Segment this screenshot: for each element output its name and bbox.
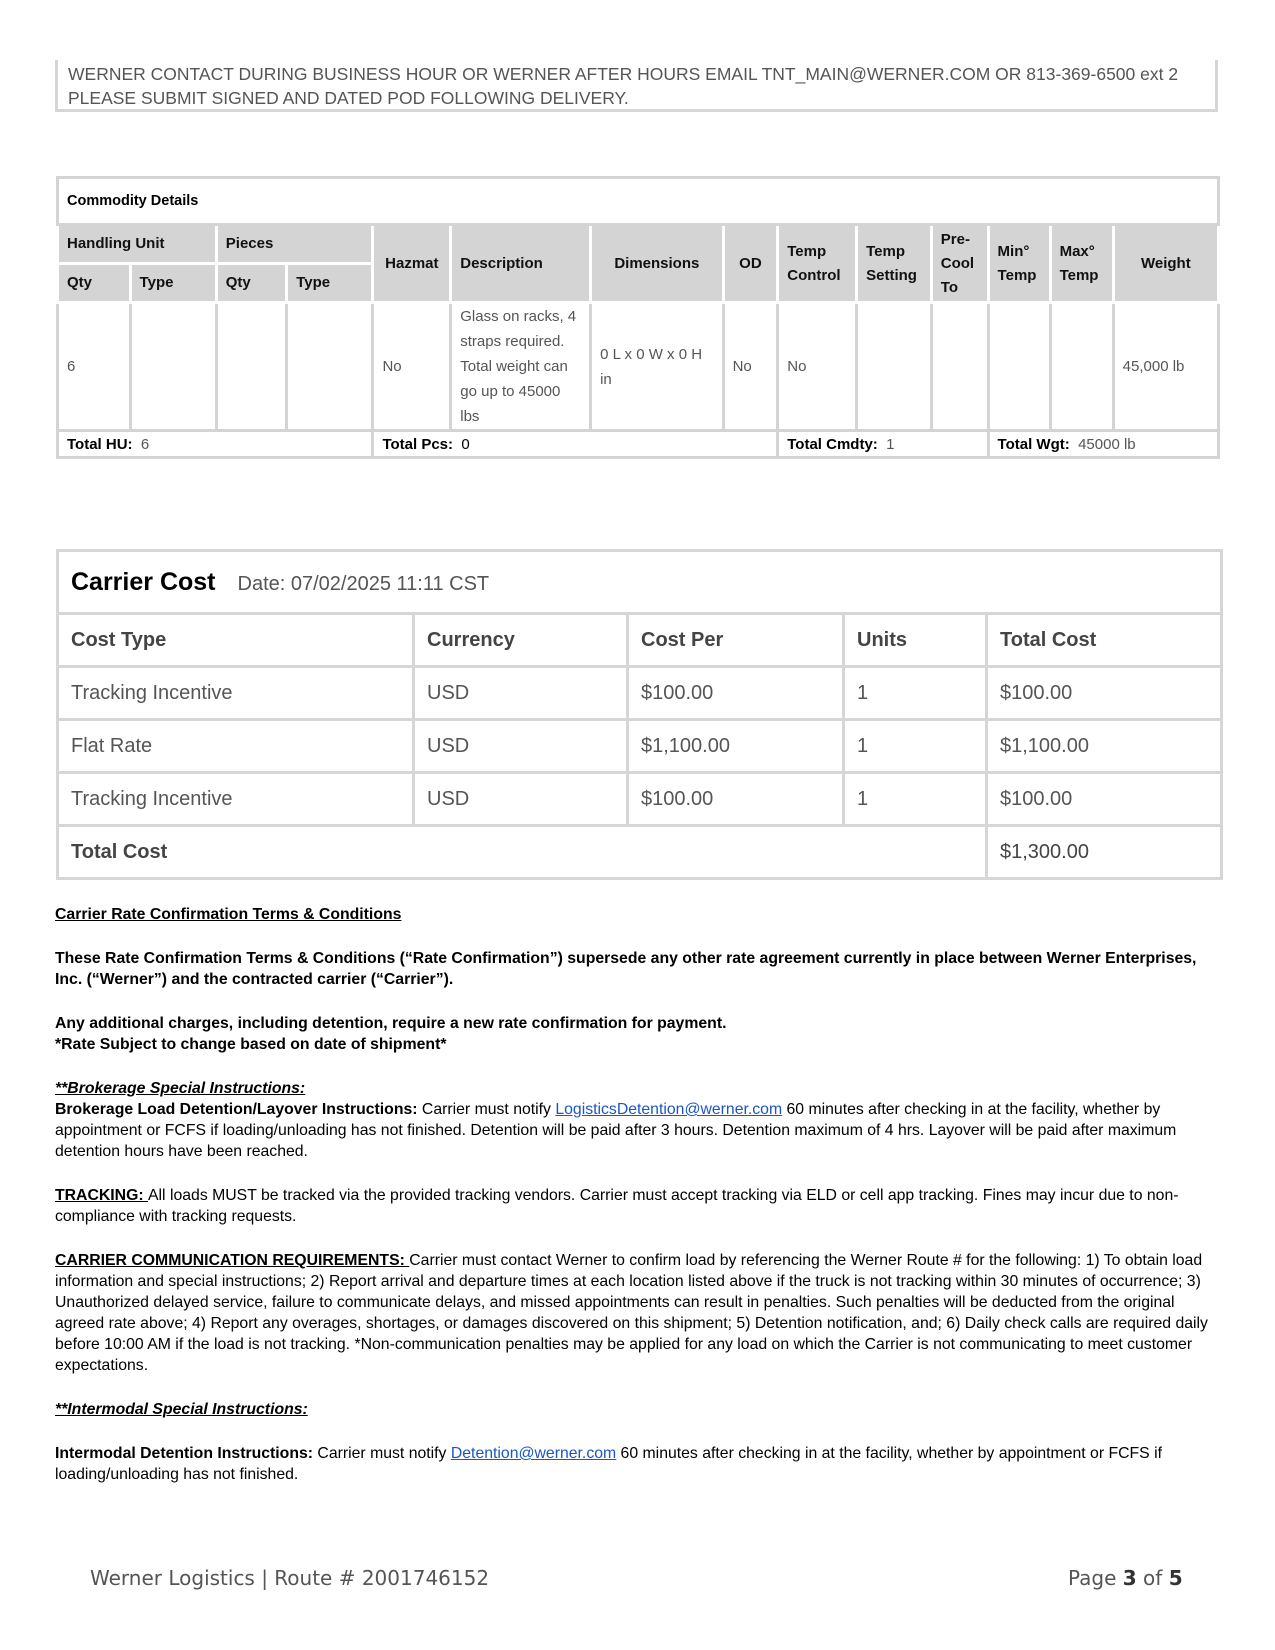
table-row (58, 720, 1222, 773)
header-hazmat: Hazmat (373, 225, 451, 303)
cell-units: 1 (844, 773, 987, 826)
cell-hazmat: No (373, 303, 451, 431)
cell-cost-per: $100.00 (628, 773, 844, 826)
terms-supersede: These Rate Confirmation Terms & Conditions (“Rate Confirmation”) supersede any other rate agreement currently in place between Werner Enterprises, Inc. (“Werner”) and the contracted carrier (“Carrier”). (55, 950, 1197, 988)
header-dimensions: Dimensions (591, 225, 723, 303)
header-min-temp: Min° Temp (988, 225, 1050, 303)
cell-cost-per: $100.00 (628, 667, 844, 720)
total-cmdty: Total Cmdty: 1 (778, 431, 988, 458)
cell-units: 1 (844, 667, 987, 720)
header-weight: Weight (1113, 225, 1218, 303)
carrier-cost-header (58, 551, 1222, 614)
brokerage-instructions: Brokerage Load Detention/Layover Instructions: Carrier must notify LogisticsDetention@werner.com 60 minutes after checking in at the facility, whether by appointment or FCFS if loading/unloading has not finished. Detention will be paid after 3 hours. Detention maximum of 4 hrs. Layover will be paid after maximum detention hours have been reached. (55, 1101, 1177, 1160)
cell-currency: USD (414, 773, 628, 826)
header-pieces: Pieces (216, 225, 373, 264)
table-row (58, 667, 1222, 720)
total-pcs: Total Pcs: 0 (373, 431, 778, 458)
cell-total-cost: $1,100.00 (987, 720, 1222, 773)
header-max-temp: Max° Temp (1050, 225, 1113, 303)
header-pcs-type: Type (287, 264, 373, 303)
terms-rate-subject: *Rate Subject to change based on date of shipment* (55, 1036, 447, 1053)
tracking-terms: TRACKING: All loads MUST be tracked via the provided tracking vendors. Carrier must accept tracking via ELD or cell app tracking. Fines may incur due to non-compliance with tracking requests. (55, 1187, 1179, 1225)
cell-dimensions: 0 L x 0 W x 0 H in (591, 303, 723, 431)
terms-heading: Carrier Rate Confirmation Terms & Conditions (55, 906, 402, 923)
terms-section (55, 904, 1220, 1485)
cell-cost-type: Flat Rate (58, 720, 414, 773)
cell-max-temp (1050, 303, 1113, 431)
footer-page-number: Page 3 of 5 (1068, 1566, 1183, 1590)
intermodal-instructions: Intermodal Detention Instructions: Carrier must notify Detention@werner.com 60 minutes after checking in at the facility, whether by appointment or FCFS if loading/unloading has not finished. (55, 1445, 1163, 1483)
commodity-details-table (56, 176, 1220, 459)
cell-pcs-qty (216, 303, 286, 431)
totals-row (58, 431, 1219, 458)
cell-cost-type: Tracking Incentive (58, 773, 414, 826)
carrier-cost-date: Date: 07/02/2025 11:11 CST (237, 572, 490, 595)
cell-total-cost: $100.00 (987, 667, 1222, 720)
header-units: Units (844, 614, 987, 667)
cell-temp-setting (857, 303, 932, 431)
header-od: OD (723, 225, 778, 303)
header-pcs-qty: Qty (216, 264, 286, 303)
total-cost-value: $1,300.00 (987, 826, 1222, 879)
terms-additional-charges: Any additional charges, including detention, require a new rate confirmation for payment. (55, 1015, 727, 1032)
carrier-cost-table (56, 549, 1223, 880)
header-description: Description (451, 225, 591, 303)
intermodal-heading: **Intermodal Special Instructions: (55, 1401, 308, 1418)
cell-min-temp (988, 303, 1050, 431)
footer-route: Werner Logistics | Route # 2001746152 (90, 1566, 490, 1590)
cell-precool (931, 303, 988, 431)
table-row (58, 773, 1222, 826)
cell-od: No (723, 303, 778, 431)
cost-header-row (58, 614, 1222, 667)
cell-cost-type: Tracking Incentive (58, 667, 414, 720)
header-cost-per: Cost Per (628, 614, 844, 667)
cost-total-row (58, 826, 1222, 879)
header-temp-setting: Temp Setting (857, 225, 932, 303)
header-cost-type: Cost Type (58, 614, 414, 667)
commodity-caption: Commodity Details (58, 178, 1219, 225)
cell-temp-control: No (778, 303, 857, 431)
brokerage-heading: **Brokerage Special Instructions: (55, 1080, 306, 1097)
cell-currency: USD (414, 667, 628, 720)
cell-cost-per: $1,100.00 (628, 720, 844, 773)
header-temp-control: Temp Control (778, 225, 857, 303)
cell-description: Glass on racks, 4 straps required. Total weight can go up to 45000 lbs (451, 303, 591, 431)
table-row (58, 303, 1219, 431)
header-total-cost: Total Cost (987, 614, 1222, 667)
cell-pcs-type (287, 303, 373, 431)
logistics-detention-email-link[interactable]: LogisticsDetention@werner.com (555, 1101, 783, 1118)
header-precool: Pre- Cool To (931, 225, 988, 303)
carrier-cost-title: Carrier Cost (71, 567, 216, 596)
cell-currency: USD (414, 720, 628, 773)
cell-total-cost: $100.00 (987, 773, 1222, 826)
header-handling-unit: Handling Unit (58, 225, 217, 264)
total-wgt: Total Wgt: 45000 lb (988, 431, 1218, 458)
total-cost-label: Total Cost (58, 826, 987, 879)
cell-hu-type (130, 303, 216, 431)
total-hu: Total HU: 6 (58, 431, 373, 458)
header-hu-qty: Qty (58, 264, 131, 303)
detention-email-link[interactable]: Detention@werner.com (450, 1445, 617, 1462)
communication-requirements: CARRIER COMMUNICATION REQUIREMENTS: Carrier must contact Werner to confirm load by referencing the Werner Route # for the following: 1) To obtain load information and special instructions; 2) Report arrival and departure times at each location listed above if the truck is not tracking within 30 minutes of occurrence; 3) Unauthorized delayed service, failure to communicate delays, and missed appointments can result in penalties. Such penalties will be deducted from the original agreed rate above; 4) Report any overages, shortages, or damages discovered on this shipment; 5) Detention notification, and; 6) Daily check calls are required daily before 10:00 AM if the load is not tracking. *Non-communication penalties may be applied for any load on which the Carrier is not communicating to meet customer expectations. (55, 1252, 1208, 1374)
cell-hu-qty: 6 (58, 303, 131, 431)
header-currency: Currency (414, 614, 628, 667)
cell-units: 1 (844, 720, 987, 773)
dispatch-note: WERNER CONTACT DURING BUSINESS HOUR OR WERNER AFTER HOURS EMAIL TNT_MAIN@WERNER.COM OR 813-369-6500 ext 2 PLEASE SUBMIT SIGNED AND DATED POD FOLLOWING DELIVERY. (55, 60, 1218, 112)
cell-weight: 45,000 lb (1113, 303, 1218, 431)
header-hu-type: Type (130, 264, 216, 303)
